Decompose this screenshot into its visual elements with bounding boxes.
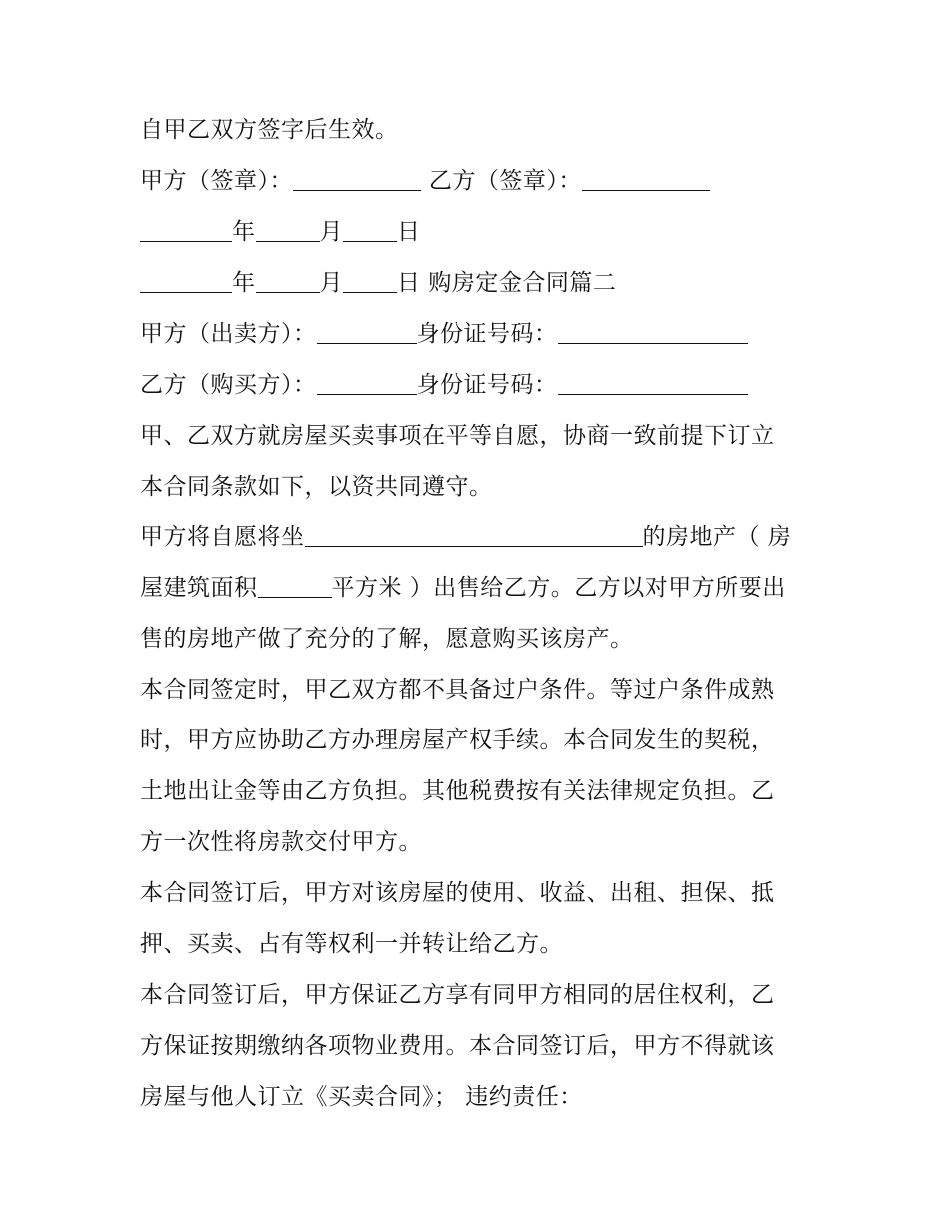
area-blank <box>258 575 332 598</box>
text-line: 本合同签定时，甲乙双方都不具备过户条件。等过户条件成熟 <box>140 677 775 703</box>
text-line: 时，甲方应协助乙方办理房屋产权手续。本合同发生的契税， <box>140 727 775 753</box>
buyer-id-blank <box>558 372 748 395</box>
year-label: 年 <box>232 270 256 296</box>
year-blank <box>140 219 232 242</box>
day-blank <box>343 270 397 293</box>
month-blank <box>256 270 320 293</box>
day-label: 日 <box>397 219 421 245</box>
text-line: 本合同条款如下，以资共同遵守。 <box>140 474 493 500</box>
year-blank <box>140 270 232 293</box>
text-segment: 平方米 ）出售给乙方。乙方以对甲方所要出 <box>331 575 786 601</box>
party-a-signature-blank <box>293 168 421 191</box>
seller-info-line <box>140 319 820 349</box>
text-line: 本合同签订后，甲方对该房屋的使用、收益、出租、担保、抵 <box>140 880 775 906</box>
party-b-signature-label: 乙方（签章）： <box>428 168 582 194</box>
text-line: 押、买卖、占有等权利一并转让给乙方。 <box>140 931 563 957</box>
text-line: 土地出让金等由乙方负担。其他税费按有关法律规定负担。乙 <box>140 778 775 804</box>
text-line: 方保证按期缴纳各项物业费用。本合同签订后，甲方不得就该 <box>140 1033 775 1059</box>
text-line: 本合同签订后，甲方保证乙方享有同甲方相同的居住权利，乙 <box>140 982 775 1008</box>
property-location-line <box>140 522 820 552</box>
seller-id-label: 身份证号码： <box>416 321 558 347</box>
text-line: 房屋与他人订立《买卖合同》； 违约责任： <box>140 1084 583 1110</box>
text-line: 自甲乙双方签字后生效。 <box>140 117 399 143</box>
party-a-signature-label: 甲方（签章）： <box>140 168 293 194</box>
day-label: 日 <box>397 270 421 296</box>
date-line <box>140 268 820 298</box>
buyer-name-blank <box>317 372 417 395</box>
text-line: 售的房地产做了充分的了解，愿意购买该房产。 <box>140 626 634 652</box>
buyer-label: 乙方（购买方）： <box>140 372 317 398</box>
party-b-signature-blank <box>582 168 710 191</box>
text-segment: 屋建筑面积 <box>140 575 258 601</box>
month-label: 月 <box>319 270 343 296</box>
signature-line <box>140 166 820 196</box>
text-line: 甲、乙双方就房屋买卖事项在平等自愿，协商一致前提下订立 <box>140 423 775 449</box>
date-line <box>140 217 820 247</box>
seller-label: 甲方（出卖方）： <box>140 321 317 347</box>
property-location-blank <box>305 524 643 547</box>
text-segment: 的房地产（ 房 <box>642 524 792 550</box>
text-segment: 甲方将自愿将坐 <box>140 524 305 550</box>
property-area-line <box>140 573 820 603</box>
section-heading: 购房定金合同篇二 <box>428 270 617 296</box>
seller-name-blank <box>317 321 417 344</box>
text-line: 方一次性将房款交付甲方。 <box>140 829 422 855</box>
buyer-id-label: 身份证号码： <box>416 372 558 398</box>
year-label: 年 <box>232 219 256 245</box>
month-label: 月 <box>319 219 343 245</box>
day-blank <box>343 219 397 242</box>
seller-id-blank <box>558 321 748 344</box>
buyer-info-line <box>140 370 820 400</box>
month-blank <box>256 219 320 242</box>
